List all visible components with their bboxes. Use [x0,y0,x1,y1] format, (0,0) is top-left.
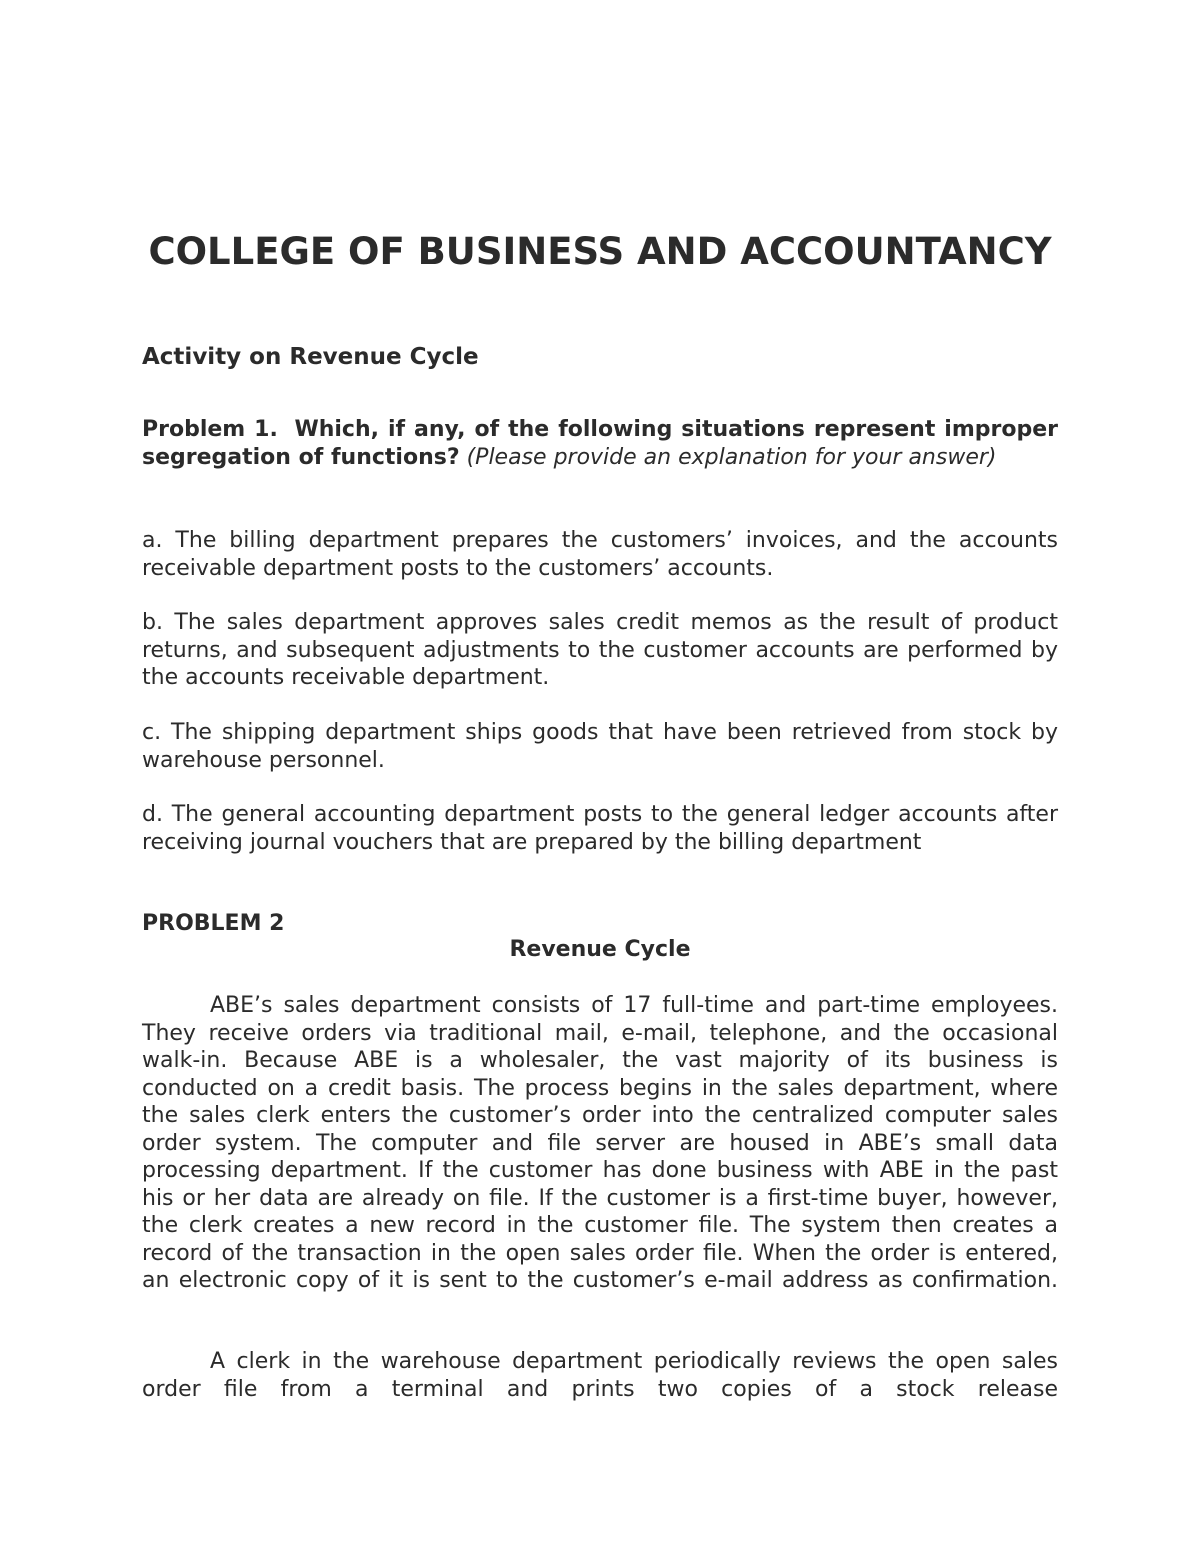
problem1-item-b: b. The sales department approves sales credit memos as the result of product returns, and subsequent adjustments to the customer accounts are performed by the accounts receivable department. [142,610,1058,690]
problem2-heading: Revenue Cycle [509,937,691,962]
problem1-item-d: d. The general accounting department posts to the general ledger accounts after receiving journal vouchers that are prepared by the billing department [142,802,1058,855]
page-title: COLLEGE OF BUSINESS AND ACCOUNTANCY [148,230,1052,273]
activity-subtitle: Activity on Revenue Cycle [142,344,479,370]
problem1-label: Problem 1. [142,417,278,442]
problem1-question-text: Which, if any, of the following situations represent improper segregation of functions? [142,417,1058,470]
problem1-item-a: a. The billing department prepares the customers’ invoices, and the accounts receivable department posts to the customers’ accounts. [142,528,1058,581]
problem2-paragraph-1: ABE’s sales department consists of 17 full-time and part-time employees. They receive orders via traditional mail, e-mail, telephone, and the occasional walk-in. Because ABE is a wholesaler, the vast majority of its business is conducted on a credit basis. The process begins in the sales department, where the sales clerk enters the customer’s order into the centralized computer sales order system. The computer and file server are housed in ABE’s small data processing department. If the customer has done business with ABE in the past his or her data are already on file. If the customer is a first-time buyer, however, the clerk creates a new record in the customer file. The system then creates a record of the transaction in the open sales order file. When the order is entered, an electronic copy of it is sent to the customer’s e-mail address as confirmation. [142,993,1058,1293]
problem1-note: (Please provide an explanation for your answer) [466,444,997,470]
problem1-item-c: c. The shipping department ships goods that have been retrieved from stock by warehouse personnel. [142,720,1058,773]
problem2-label: PROBLEM 2 [142,911,285,936]
problem1-question [142,416,1058,471]
problem2-paragraph-2: A clerk in the warehouse department periodically reviews the open sales order file from a terminal and prints two copies of a stock release [142,1349,1058,1402]
